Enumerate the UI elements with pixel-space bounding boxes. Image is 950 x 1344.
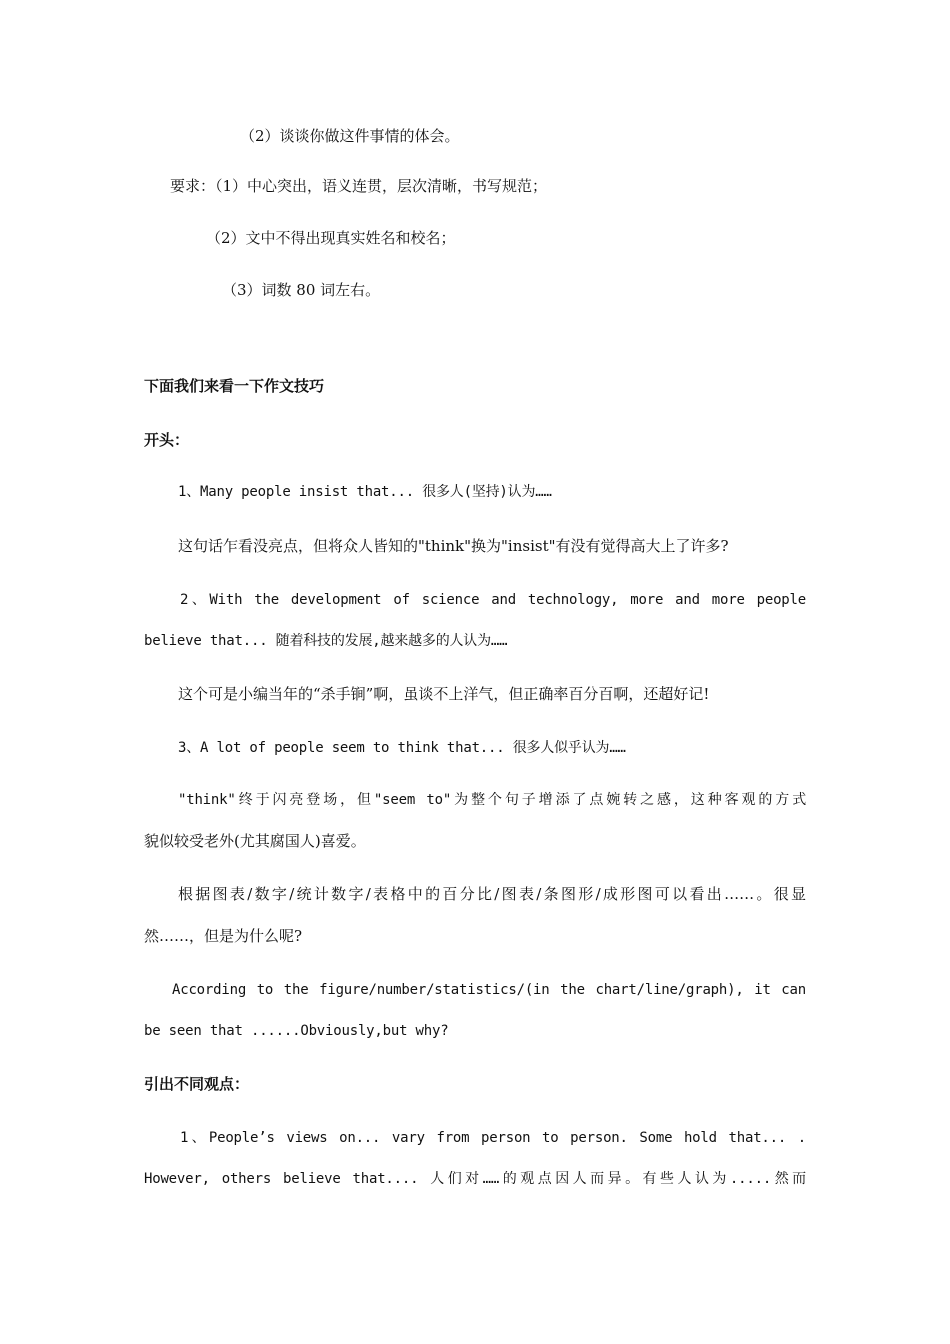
opening-heading: 开头：	[144, 431, 190, 449]
views-item-1-line-2: However, others believe that.... 人们对……的观点因人而异。有些人认为.....然而	[144, 1171, 806, 1187]
opening-item-2-line-1: 2、With the development of science and technology, more and more people	[180, 592, 806, 608]
opening-comment-2: 这个可是小编当年的“杀手锏”啊，虽谈不上洋气，但正确率百分百啊，还超好记!	[178, 685, 710, 703]
requirement-3: （3）词数 80 词左右。	[222, 281, 381, 299]
requirement-2: （2）文中不得出现真实姓名和校名；	[206, 229, 456, 247]
chart-english-line-2: be seen that ......Obviously,but why?	[144, 1023, 449, 1039]
opening-item-2-line-2: believe that... 随着科技的发展,越来越多的人认为……	[144, 633, 508, 649]
chart-phrase-line-1: 根据图表/数字/统计数字/表格中的百分比/图表/条图形/成形图可以看出……。很显	[178, 885, 806, 903]
chart-english-line-1: According to the figure/number/statistics/(in the chart/line/graph), it can	[172, 982, 806, 998]
opening-item-1: 1、Many people insist that... 很多人(坚持)认为……	[178, 484, 552, 500]
requirements-line: 要求：（1）中心突出，语义连贯，层次清晰，书写规范；	[170, 177, 548, 195]
views-item-1-line-1: 1、People’s views on... vary from person to person. Some hold that... .	[180, 1130, 806, 1146]
opening-comment-1: 这句话乍看没亮点，但将众人皆知的"think"换为"insist"有没有觉得高大上了许多?	[178, 537, 729, 555]
views-heading: 引出不同观点：	[144, 1075, 250, 1093]
task-item-2: （2）谈谈你做这件事情的体会。	[240, 127, 460, 145]
section-title: 下面我们来看一下作文技巧	[144, 377, 325, 395]
chart-phrase-line-2: 然……，但是为什么呢?	[144, 927, 303, 945]
opening-item-3: 3、A lot of people seem to think that... 很多人似乎认为……	[178, 740, 626, 756]
opening-comment-3-line-2: 貌似较受老外(尤其腐国人)喜爱。	[144, 832, 366, 850]
opening-comment-3-line-1: "think"终于闪亮登场，但"seem to"为整个句子增添了点婉转之感，这种客观的方式	[178, 792, 806, 808]
